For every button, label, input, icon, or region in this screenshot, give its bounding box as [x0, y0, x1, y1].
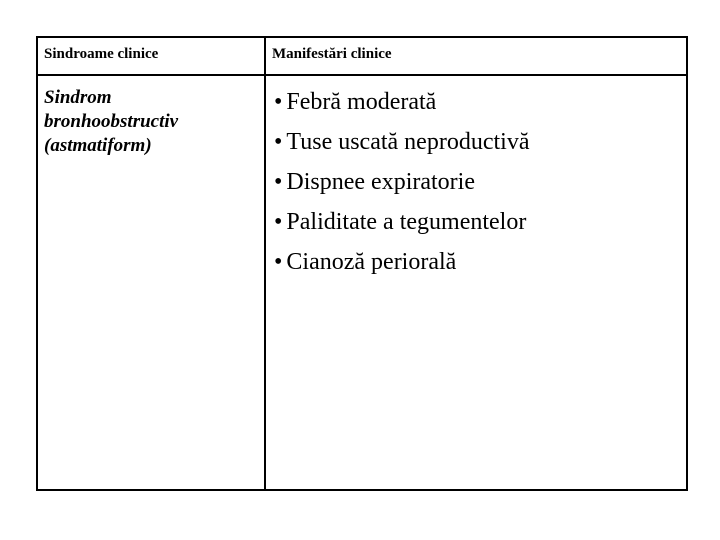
- manifestation-text: Cianoză periorală: [286, 249, 457, 275]
- bullet-icon: •: [274, 249, 283, 275]
- bullet-icon: •: [274, 89, 283, 115]
- header-manifestations: Manifestări clinice: [265, 37, 687, 75]
- list-item: [274, 202, 686, 242]
- syndrome-cell: [37, 75, 265, 490]
- bullet-icon: •: [274, 129, 283, 155]
- manifestation-text: Paliditate a tegumentelor: [286, 209, 527, 235]
- manifestation-text: Febră moderată: [286, 89, 437, 115]
- list-item: [274, 162, 686, 202]
- bullet-icon: •: [274, 169, 283, 195]
- manifestation-text: Dispnee expiratorie: [286, 169, 475, 195]
- syndrome-name-line: (astmatiform): [44, 135, 152, 156]
- list-item: [274, 122, 686, 162]
- list-item: [274, 242, 686, 282]
- table-header-row: [37, 37, 687, 75]
- table-row: [37, 75, 687, 490]
- header-syndromes: Sindroame clinice: [37, 37, 265, 75]
- bullet-icon: •: [274, 209, 283, 235]
- manifestations-list: [274, 82, 686, 282]
- manifestations-cell: [265, 75, 687, 490]
- syndrome-table: [36, 36, 688, 491]
- syndrome-name-line: Sindrom: [44, 87, 112, 108]
- list-item: [274, 82, 686, 122]
- syndrome-name-line: bronhoobstructiv: [44, 111, 179, 132]
- manifestation-text: Tuse uscată neproductivă: [286, 129, 530, 155]
